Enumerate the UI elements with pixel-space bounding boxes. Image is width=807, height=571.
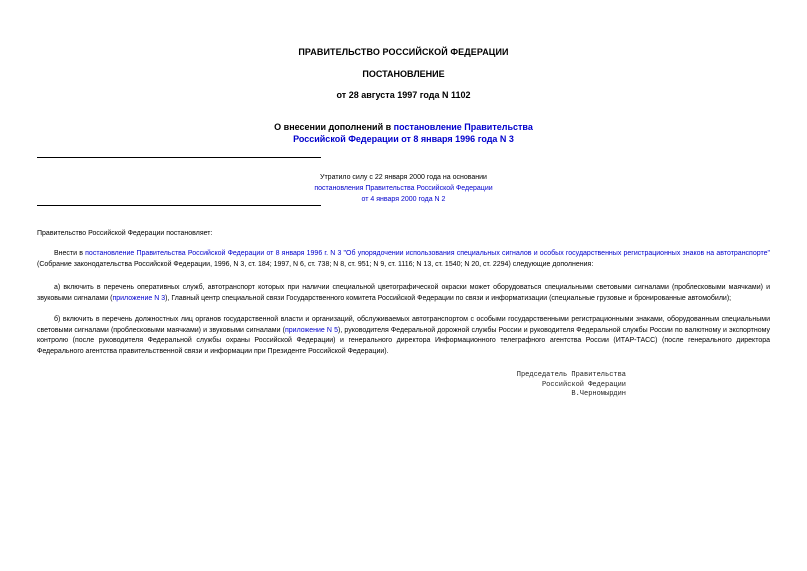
pb-text-b: ), руководителя Федеральной дорожной службы России и руководителя Федеральной службы России по валютному и экспортному контролю (после руководителя Федеральной службы охраны Российской Федерации) и генерального директора Информационного телеграфного агентства России (ИТАР-ТАСС) (после генерального директора Федерального агентства правительственной связи и информации при Президенте Российской Федерации). [37,326,771,355]
signature-name: В.Черномырдин [571,390,626,398]
pa-link[interactable]: приложение N 3 [112,294,166,302]
document-date-number: от 28 августа 1997 года N 1102 [336,90,471,100]
divider-bottom [37,205,321,206]
p1-text-a: Внести в [54,250,86,257]
pb-link[interactable]: приложение N 5 [284,326,338,334]
paragraph-b [37,315,770,357]
title-link-2[interactable]: Российской Федерации от 8 января 1996 года N 3 [293,134,514,144]
title-link-1[interactable]: постановление Правительства [393,122,533,132]
paragraph-a [37,283,770,304]
p1-text-b: (Собрание законодательства Российской Федерации, 1996, N 3, ст. 184; 1997, N 6, ст. 738; N 8, ст. 951; N 9, ст. 1116; N 13, ст. 1540; N 20, ст. 2294) следующие дополнения: [37,260,594,268]
lost-force-link-1[interactable]: постановления Правительства Российской Федерации [314,185,493,192]
government-heading: ПРАВИТЕЛЬСТВО РОССИЙСКОЙ ФЕДЕРАЦИИ [298,47,509,57]
lost-force-text: Утратило силу с 22 января 2000 года на основании [320,174,487,181]
title-prefix: О внесении дополнений в [274,122,394,132]
signature-organization: Российской Федерации [541,380,626,389]
document-type: ПОСТАНОВЛЕНИЕ [362,69,445,79]
intro-paragraph: Правительство Российской Федерации постановляет: [37,230,213,237]
divider-top [37,157,321,158]
lost-force-link-2[interactable]: от 4 января 2000 года N 2 [361,196,446,203]
pa-text-a: а) включить в перечень оперативных служб, автотранспорт которых при наличии специальной цветографической окраски может оборудоваться специальными световыми сигналами (проблесковыми маячками) и звуковыми сигналами ( [37,284,770,302]
signature-position: Председатель Правительства [516,371,626,379]
p1-link[interactable]: постановление Правительства Российской Федерации от 8 января 1996 г. N 3 "Об упорядочении использования специальных сигналов и особых государственных регистрационных знаков на автотранспорте" [85,250,770,257]
paragraph-main [37,249,770,270]
pa-text-b: ), Главный центр специальной связи Государственного комитета Российской Федерации по связи и информатизации (специальные грузовые и бронированные автомобили); [165,294,732,302]
pb-text-a: б) включить в перечень должностных лиц органов государственной власти и организаций, обслуживаемых автотранспортом с особыми государственными регистрационными знаками, оборудованным специальными световыми сигналами (проблесковыми маячками) и звуковыми сигналами ( [37,316,770,334]
lost-force-note [250,172,557,205]
document-title [0,121,807,145]
signature-block [420,371,626,400]
